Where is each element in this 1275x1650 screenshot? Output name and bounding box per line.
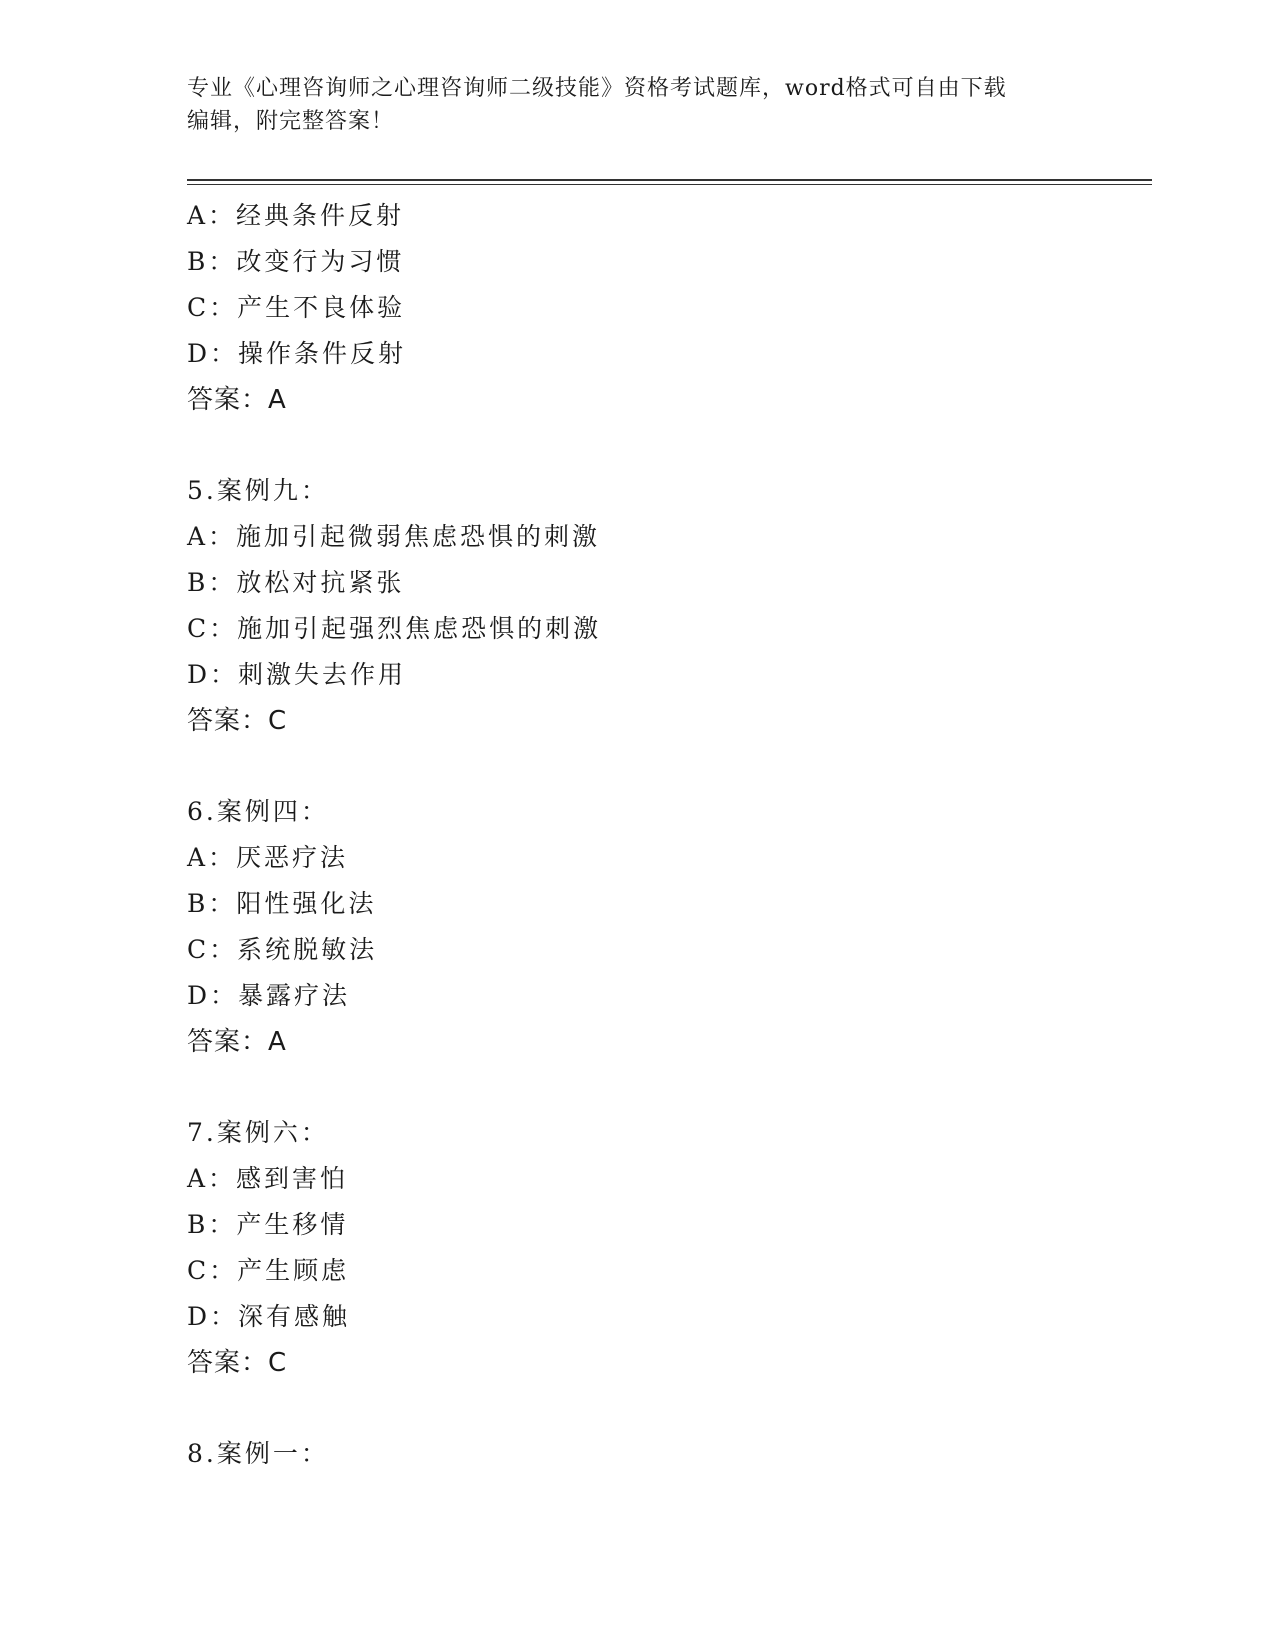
answer-value: A bbox=[268, 385, 287, 415]
question-title: 6.案例四： bbox=[187, 797, 329, 826]
option-d: D：刺激失去作用 bbox=[187, 660, 407, 689]
answer-line bbox=[187, 377, 1137, 423]
option-b: B：产生移情 bbox=[187, 1210, 349, 1239]
option-b: B：改变行为习惯 bbox=[187, 247, 405, 276]
question-title: 7.案例六： bbox=[187, 1118, 329, 1147]
option-d: D：深有感触 bbox=[187, 1302, 351, 1331]
question-block bbox=[187, 468, 1137, 744]
option-c: C：系统脱敏法 bbox=[187, 935, 378, 964]
question-title: 5.案例九： bbox=[187, 476, 329, 505]
option-b: B：放松对抗紧张 bbox=[187, 568, 405, 597]
answer-line bbox=[187, 1019, 1137, 1065]
header-line-1: 专业《心理咨询师之心理咨询师二级技能》资格考试题库，word格式可自由下载 bbox=[187, 76, 1007, 101]
answer-label: 答案： bbox=[187, 706, 269, 736]
answer-line bbox=[187, 698, 1137, 744]
option-d: D：操作条件反射 bbox=[187, 339, 407, 368]
question-title: 8.案例一： bbox=[187, 1439, 329, 1468]
option-c: C：产生顾虑 bbox=[187, 1256, 350, 1285]
answer-label: 答案： bbox=[187, 385, 269, 415]
question-block bbox=[187, 789, 1137, 1065]
option-b: B：阳性强化法 bbox=[187, 889, 377, 918]
option-a: A：感到害怕 bbox=[187, 1164, 349, 1193]
header-line-2: 编辑，附完整答案！ bbox=[187, 109, 395, 134]
option-a: A：经典条件反射 bbox=[187, 201, 405, 230]
answer-line bbox=[187, 1340, 1137, 1386]
question-block bbox=[187, 193, 1137, 423]
option-c: C：施加引起强烈焦虑恐惧的刺激 bbox=[187, 614, 602, 643]
answer-label: 答案： bbox=[187, 1348, 269, 1378]
header-divider bbox=[187, 179, 1152, 185]
option-a: A：厌恶疗法 bbox=[187, 843, 349, 872]
option-d: D：暴露疗法 bbox=[187, 981, 351, 1010]
answer-value: C bbox=[268, 1348, 288, 1378]
answer-value: A bbox=[268, 1027, 287, 1057]
option-a: A：施加引起微弱焦虑恐惧的刺激 bbox=[187, 522, 601, 551]
question-block bbox=[187, 1110, 1137, 1386]
answer-label: 答案： bbox=[187, 1027, 269, 1057]
document-header bbox=[187, 72, 1087, 138]
question-list bbox=[187, 193, 1137, 1477]
option-c: C：产生不良体验 bbox=[187, 293, 406, 322]
question-block bbox=[187, 1431, 1137, 1477]
answer-value: C bbox=[268, 706, 288, 736]
